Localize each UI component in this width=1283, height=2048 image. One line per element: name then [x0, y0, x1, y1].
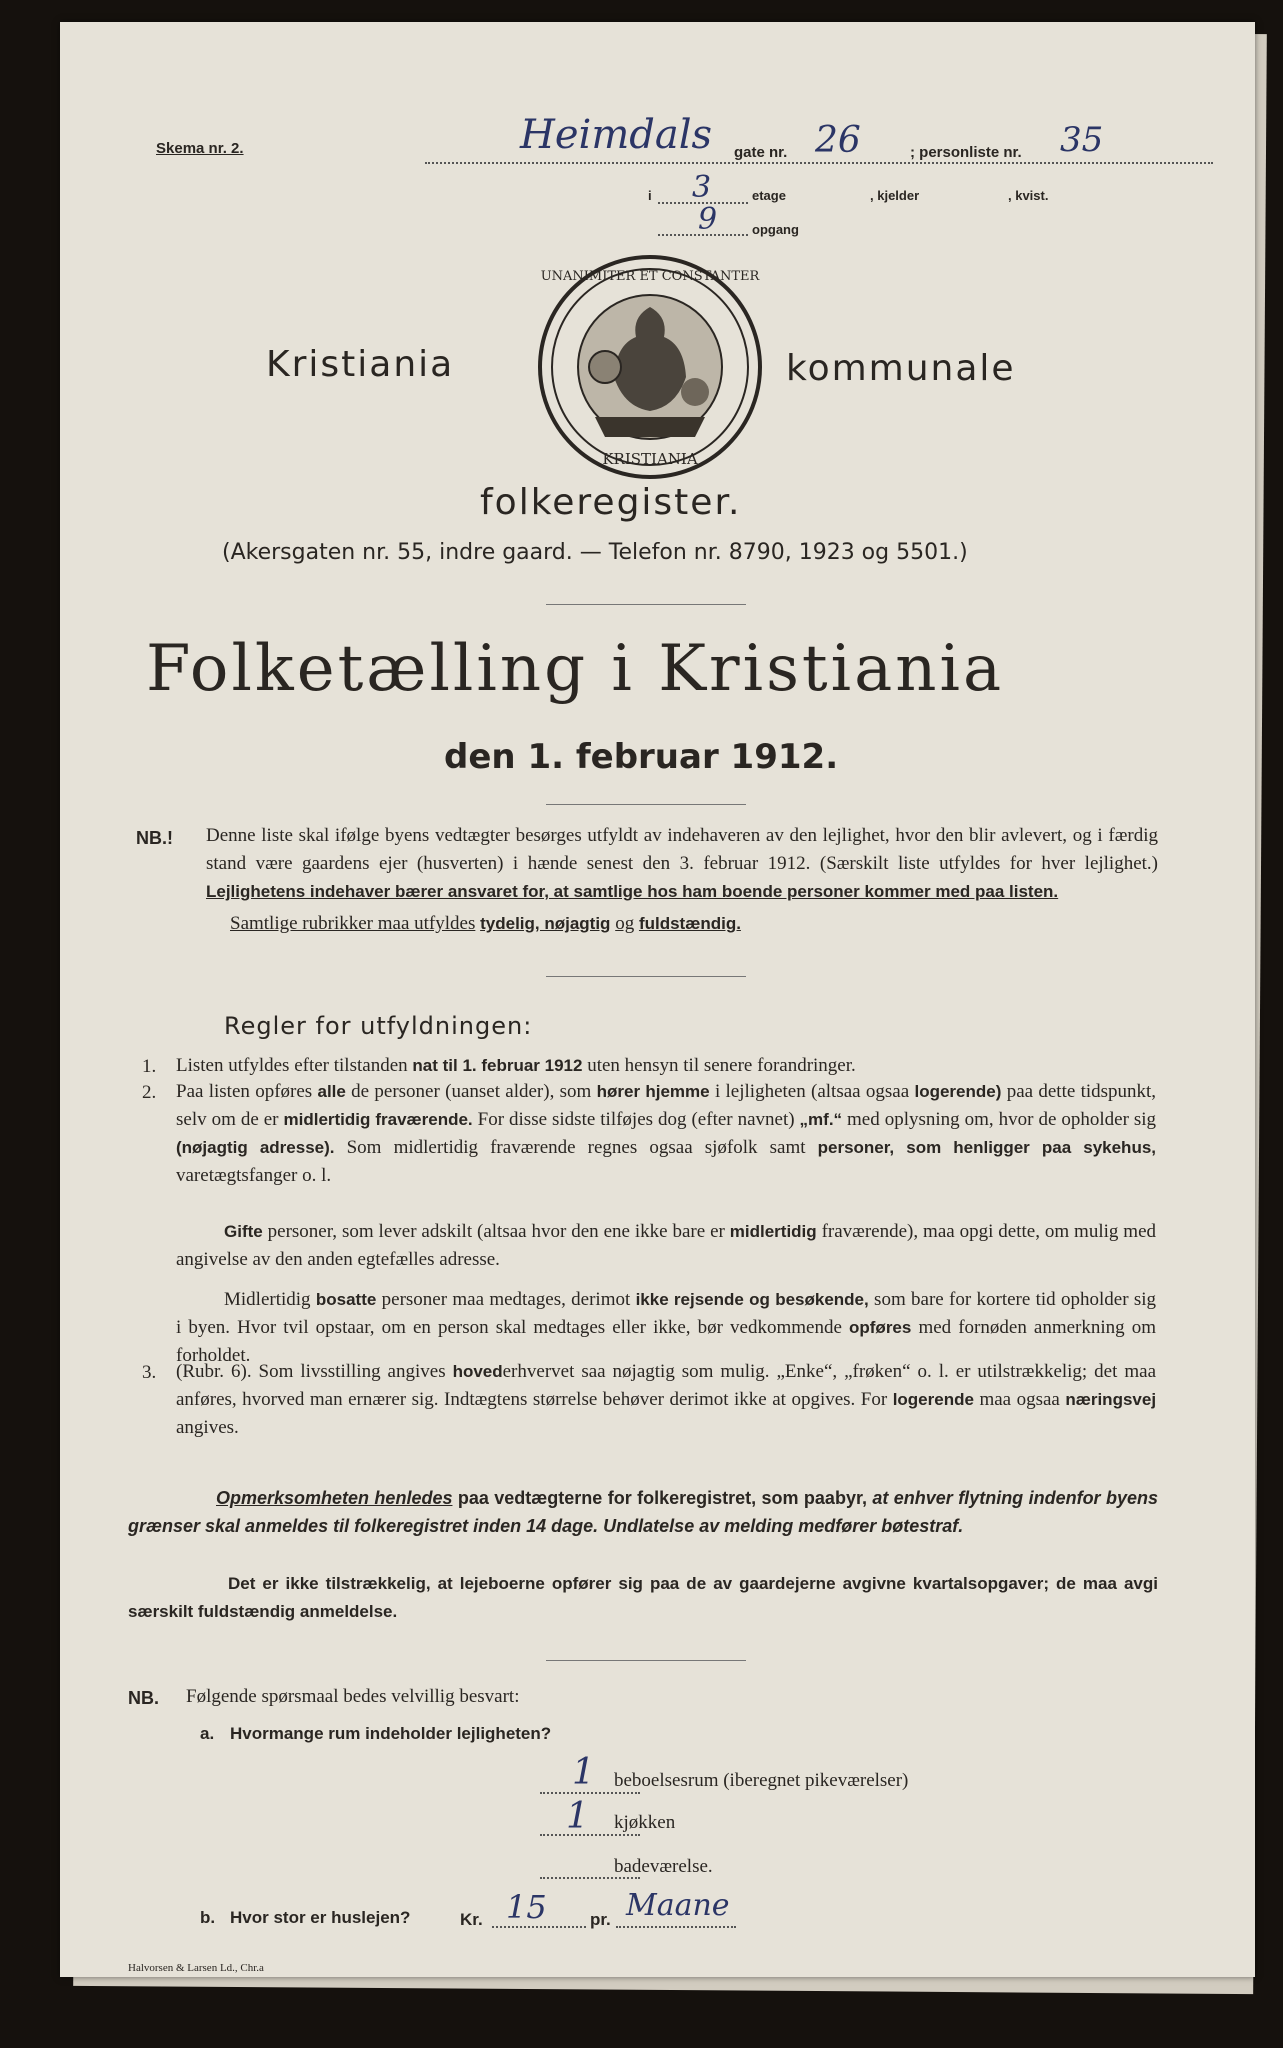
kitchen-answer: 1: [566, 1796, 589, 1837]
seal-text-bottom: KRISTIANIA: [602, 450, 698, 468]
opgang-label: opgang: [752, 222, 799, 237]
masthead-address: (Akersgaten nr. 55, indre gaard. — Telefon nr. 8790, 1923 og 5501.): [222, 540, 968, 565]
rule-3-number: 3.: [142, 1362, 157, 1383]
masthead-left: Kristiania: [266, 344, 455, 385]
pr-label: pr.: [590, 1910, 611, 1929]
rent-period-answer: Maane: [626, 1888, 730, 1923]
document-title: Folketælling i Kristiania: [146, 632, 1005, 706]
gate-label: gate nr.: [734, 144, 788, 161]
rooms-label: beboelsesrum (iberegnet pikeværelser): [614, 1770, 909, 1791]
rules-heading: Regler for utfyldningen:: [224, 1012, 533, 1040]
rent-answer: 15: [506, 1888, 547, 1926]
street-handwritten: Heimdals: [520, 112, 713, 158]
gate-number: 26: [815, 120, 861, 161]
census-date: den 1. februar 1912.: [444, 737, 839, 777]
question-a-label: a.: [200, 1724, 215, 1743]
masthead-folkeregister: folkeregister.: [480, 482, 742, 523]
rule-2-midlertidig: Midlertidig bosatte personer maa medtages, derimot ikke rejsende og besøkende, som bare for kortere tid opholder sig i byen. Hvor tvil opstaar, om en person skal medtages eller ikke, bør vedkommende opføres med fornøden anmerkning om forholdet.: [176, 1289, 1157, 1366]
rule-1: Listen utfyldes efter tilstanden nat til 1. februar 1912 uten hensyn til senere forandringer.: [176, 1055, 856, 1076]
personliste-label: ; personliste nr.: [910, 144, 1022, 161]
question-a-text: Hvormange rum indeholder lejligheten?: [230, 1724, 552, 1743]
nb-line3: Samtlige rubrikker maa utfyldes tydelig, nøjagtig og fuldstændig.: [230, 913, 741, 934]
nb-paragraph: Denne liste skal ifølge byens vedtægter besørges utfyldt av indehaveren av den lejlighet, hvor den blir avlevert, og i færdig stand være gaardens ejer (husverten) i hænde senest den 3. februar 1912. (Særskilt liste utfyldes for hver lejlighet.) Lejlighetens indehaver bærer ansvaret for, at samtlige hos ham boende personer kommer med paa listen.: [206, 825, 1158, 901]
rule-2-number: 2.: [142, 1082, 157, 1103]
kitchen-label: kjøkken: [614, 1812, 676, 1833]
notice-paragraph: Opmerksomheten henledes paa vedtægterne for folkeregistret, som paabyr, at enhver flytning indenfor byens grænser skal anmeldes til folkeregistret inden 14 dage. Undlatelse av melding medfører bøtestraf.: [128, 1488, 1158, 1536]
census-form: [60, 22, 1255, 1977]
etage-label: etage: [752, 188, 786, 203]
notice-paragraph-2: Det er ikke tilstrækkelig, at lejeboerne opfører sig paa de av gaardejerne avgivne kvartalsopgaver; de maa avgi særskilt fuldstændig anmeldelse.: [128, 1574, 1158, 1621]
rule-2: Paa listen opføres alle de personer (uanset alder), som hører hjemme i lejligheten (altsaa ogsaa logerende) paa dette tidspunkt, selv om de er midlertidig fraværende. For disse sidste tilføjes dog (efter navnet) „mf.“ med oplysning om, hvor de opholder sig (nøjagtig adresse). Som midlertidig fraværende regnes ogsaa sjøfolk samt personer, som henligger paa sykehus, varetægtsfanger o. l.: [176, 1081, 1157, 1186]
kjelder-label: , kjelder: [870, 188, 920, 203]
nb-bold-responsibility: Lejlighetens indehaver bærer ansvaret for, at samtlige hos ham boende personer kommer med paa listen.: [206, 882, 1059, 901]
personliste-number: 35: [1060, 120, 1104, 160]
skema-number: Skema nr. 2.: [156, 140, 244, 157]
masthead-right: kommunale: [786, 348, 1016, 389]
bath-label: badeværelse.: [614, 1856, 713, 1877]
seal-text-top: UNANIMITER ET CONSTANTER: [540, 269, 760, 284]
questions-nb: NB.: [128, 1688, 159, 1708]
opgang-number: 9: [698, 202, 718, 237]
nb-label: NB.!: [136, 828, 173, 848]
rule-1-number: 1.: [142, 1056, 157, 1077]
rule-2-gifte: Gifte personer, som lever adskilt (altsaa hvor den ene ikke bare er midlertidig fraværende), maa opgi dette, om mulig med angivelse av den anden egtefælles adresse.: [176, 1221, 1157, 1270]
question-b-text: Hvor stor er huslejen?: [230, 1908, 411, 1927]
rooms-answer: 1: [572, 1752, 595, 1793]
kr-label: Kr.: [460, 1910, 483, 1929]
etage-number: 3: [692, 170, 712, 205]
question-b-label: b.: [200, 1908, 216, 1927]
questions-intro: Følgende spørsmaal bedes velvillig besvart:: [186, 1686, 520, 1707]
i-label: i: [648, 188, 652, 203]
kvist-label: , kvist.: [1008, 188, 1049, 203]
printer-imprint: Halvorsen & Larsen Ld., Chr.a: [128, 1962, 264, 1974]
kristiania-seal: [535, 252, 765, 482]
rule-3: (Rubr. 6). Som livsstilling angives hovederhvervet saa nøjagtig som mulig. „Enke“, „frøken“ o. l. er utilstrækkelig; det maa anføres, hvorved man ernærer sig. Indtægtens størrelse behøver derimot ikke at opgives. For logerende maa ogsaa næringsvej angives.: [176, 1361, 1157, 1438]
